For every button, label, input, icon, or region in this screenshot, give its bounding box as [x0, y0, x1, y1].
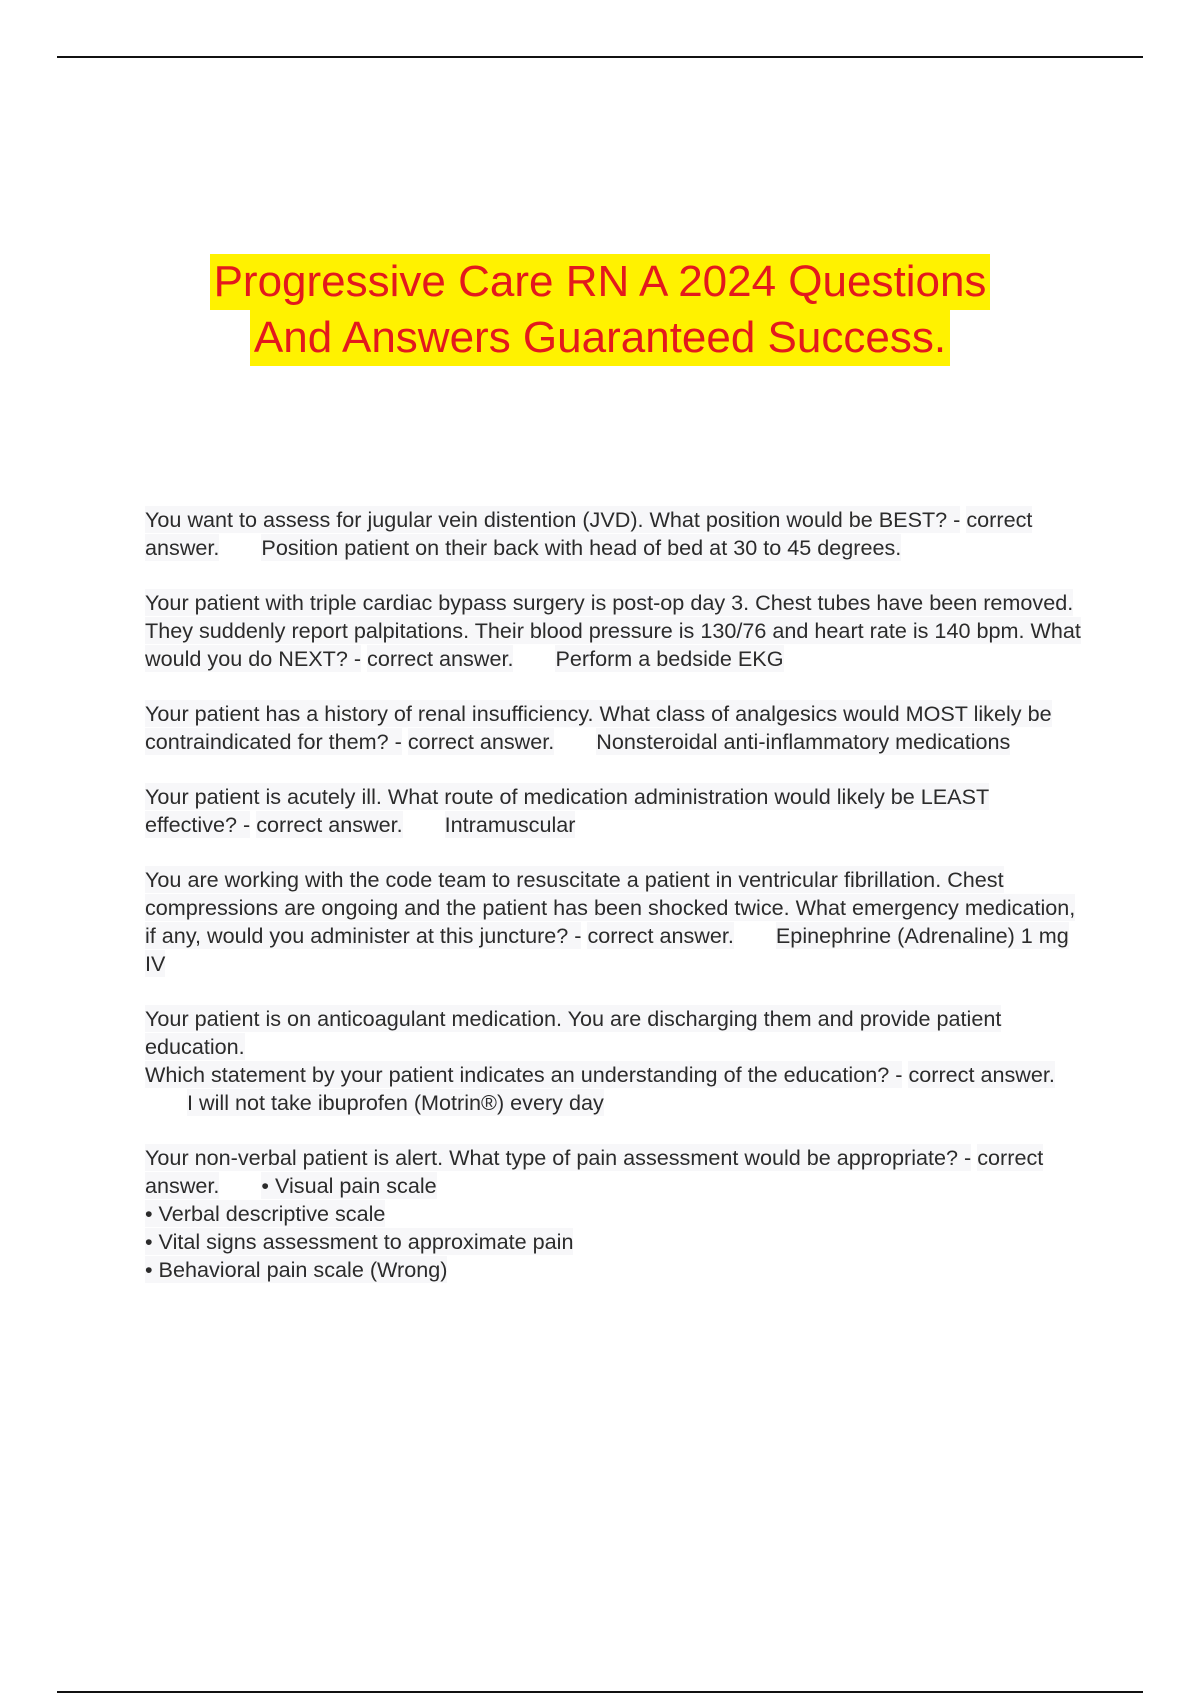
question-text: Which statement by your patient indicates an understanding of the education? -: [145, 1062, 903, 1087]
qa-item: [145, 1005, 1085, 1117]
document-title: [100, 254, 1100, 366]
header-rule: [57, 56, 1143, 58]
answer-tag: correct answer.: [587, 923, 734, 948]
answer-text: Intramuscular: [444, 812, 576, 837]
qa-item: [145, 1144, 1085, 1284]
answer-text: I will not take ibuprofen (Motrin®) every day: [187, 1090, 604, 1115]
question-text: Your patient with triple cardiac bypass surgery is post-op day 3. Chest tubes have been removed. They suddenly report palpitations. Their blood pressure is 130/76 and heart rate is 140 bpm. What would you do NEXT? -: [145, 590, 1081, 671]
question-text: You are working with the code team to resuscitate a patient in ventricular fibrillation. Chest compressions are ongoing and the patient has been shocked twice. What emergency medication, if any, would you administer at this juncture? -: [145, 867, 1076, 948]
answer-tag: correct answer.: [367, 646, 514, 671]
answer-text: Epinephrine (Adrenaline) 1 mg IV: [145, 923, 1069, 976]
question-text: Your patient has a history of renal insufficiency. What class of analgesics would MOST likely be contraindicated for them? -: [145, 701, 1052, 754]
title-line-2: And Answers Guaranteed Success.: [250, 310, 950, 366]
qa-item: [145, 700, 1085, 756]
answer-text: Position patient on their back with head of bed at 30 to 45 degrees.: [261, 535, 902, 560]
answer-tag: correct answer.: [908, 1062, 1055, 1087]
qa-item: [145, 783, 1085, 839]
title-line-1: Progressive Care RN A 2024 Questions: [210, 254, 991, 310]
question-text: Your non-verbal patient is alert. What type of pain assessment would be appropriate? -: [145, 1145, 972, 1170]
answer-option: • Verbal descriptive scale: [145, 1201, 386, 1226]
answer-option: • Behavioral pain scale (Wrong): [145, 1257, 448, 1282]
question-text: Your patient is on anticoagulant medication. You are discharging them and provide patient education.: [145, 1006, 1002, 1059]
answer-option: • Vital signs assessment to approximate pain: [145, 1229, 574, 1254]
answer-option: • Visual pain scale: [261, 1173, 437, 1198]
answer-text: Perform a bedside EKG: [555, 646, 784, 671]
answer-tag: correct answer.: [256, 812, 403, 837]
qa-item: [145, 866, 1085, 978]
qa-item: [145, 506, 1085, 562]
qa-list: [145, 506, 1085, 1311]
footer-rule: [57, 1691, 1143, 1693]
answer-text: Nonsteroidal anti-inflammatory medications: [596, 729, 1011, 754]
answer-tag: correct answer.: [145, 507, 1033, 560]
answer-tag: correct answer.: [407, 729, 555, 754]
qa-item: [145, 589, 1085, 673]
answer-tag: correct answer.: [145, 1145, 1044, 1198]
question-text: Your patient is acutely ill. What route of medication administration would likely be LEAST effective? -: [145, 784, 990, 837]
question-text: You want to assess for jugular vein distention (JVD). What position would be BEST? -: [145, 507, 961, 532]
